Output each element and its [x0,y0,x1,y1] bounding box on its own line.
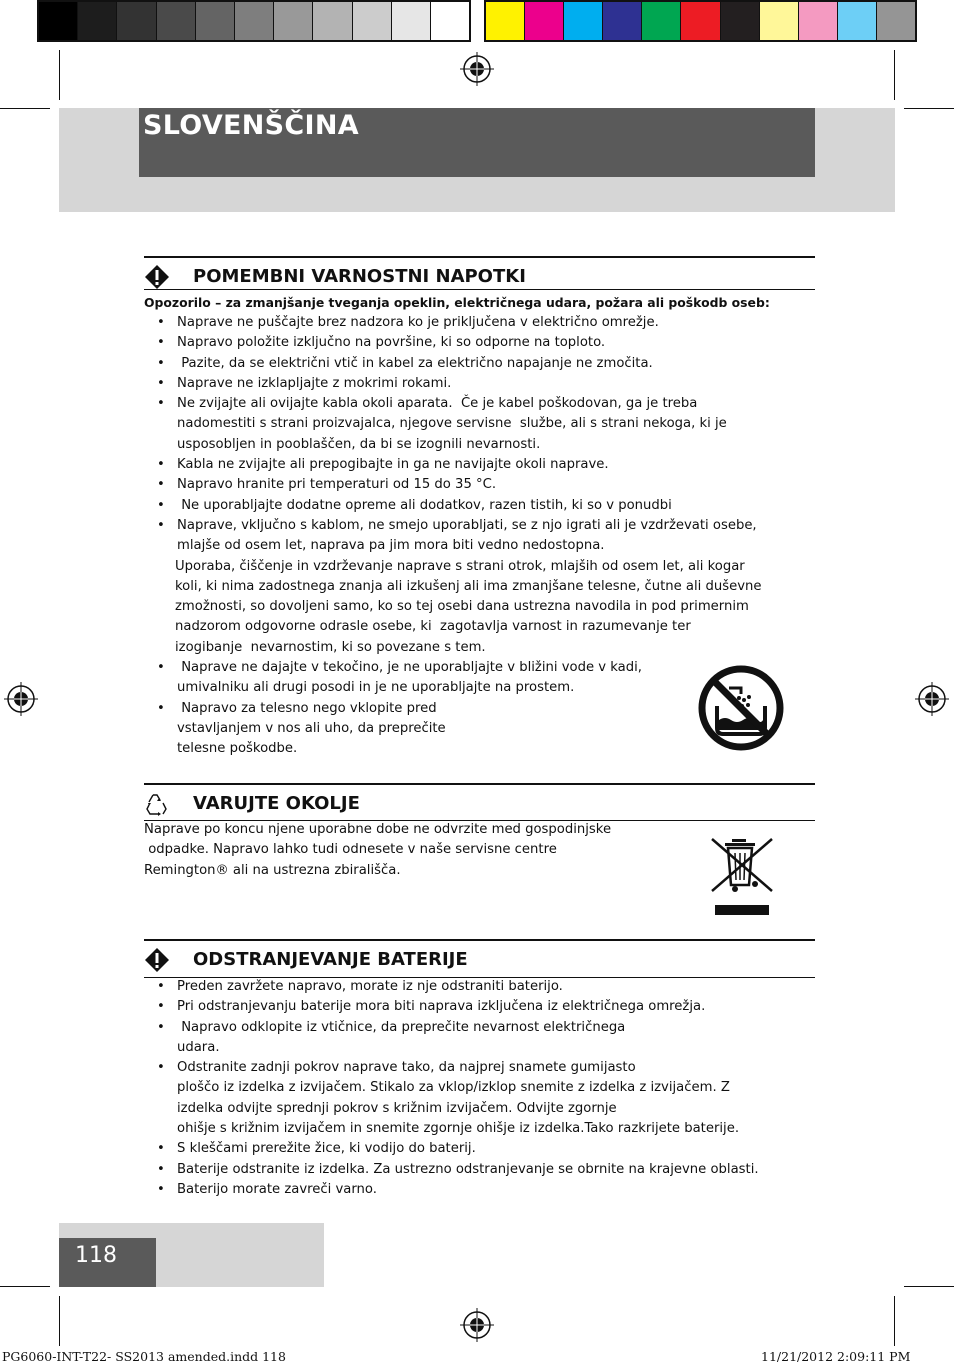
slug-file-name: PG6060-INT-T22- SS2013 amended.indd 118 [2,1349,286,1364]
list-item-line: nadzorom odgovorne odrasle osebe, ki zagotavlja varnost in razumevanje ter [175,619,691,635]
color-swatch [877,2,915,40]
bullet: • [157,315,165,330]
list-item-line: koli, ki nima zadostnega znanja ali izkušenj ali ima zmanjšane telesne, čutne ali duševne [175,578,762,594]
bullet: • [157,497,165,513]
list-item [144,394,824,455]
grayscale-color-bar [37,0,471,42]
list-item [144,557,824,658]
list-item [144,354,824,374]
bullet: • [157,477,165,493]
registration-mark-icon [915,682,949,716]
color-swatch [392,2,431,40]
process-color-bar [484,0,917,42]
color-swatch [799,2,838,40]
list-item [144,496,824,516]
list-item-line: Napravo hranite pri temperaturi od 15 do 35 °C. [177,477,497,493]
registration-mark-icon [460,1308,494,1342]
bullet: • [157,700,165,716]
weee-bin-icon [708,835,776,917]
list-item-line: Baterije odstranite iz izdelka. Za ustrezno odstranjevanje se obrnite na krajevne oblasti. [177,1161,759,1177]
crop-mark [894,1296,895,1346]
crop-mark [904,1286,954,1287]
list-item-line: mlajše od osem let, naprava pa jim mora biti vedno nedostopna. [177,538,605,554]
list-item [144,1180,824,1200]
list-item-line: Napravo odklopite iz vtičnice, da preprečite nevarnost električnega [177,1019,626,1035]
list-item-line: Naprave ne dajajte v tekočino, je ne uporabljajte v bližini vode v kadi, [177,660,642,676]
list-item-line: Ne zvijajte ali ovijajte kabla okoli aparata. Če je kabel poškodovan, ga je treba [177,396,698,412]
color-swatch [431,2,469,40]
crop-mark [59,50,60,100]
color-swatch [313,2,352,40]
page-number: 118 [75,1243,117,1268]
registration-mark-icon [460,52,494,86]
list-item [144,977,824,997]
list-item-line: Pazite, da se električni vtič in kabel za električno napajanje ne zmočita. [177,355,653,371]
list-item-line: telesne poškodbe. [177,741,298,757]
list-item-line: izogibanje nevarnostim, ki so povezane s tem. [175,639,486,655]
no-water-icon [697,664,785,752]
list-item-line: Baterijo morate zavreči varno. [177,1181,377,1197]
slug-timestamp: 11/21/2012 2:09:11 PM [761,1349,911,1364]
list-item-line: S kleščami prerežite žice, ki vodijo do baterij. [177,1141,476,1157]
bullet: • [157,457,165,473]
list-item [144,1058,824,1139]
color-swatch [525,2,564,40]
battery-list [144,977,824,1200]
list-item-line: Naprave, vključno s kablom, ne smejo uporabljati, se z njo igrati ali je vzdrževati osebe, [177,517,757,533]
list-item-line: Pri odstranjevanju baterije mora biti naprava izključena iz električnega omrežja. [177,999,706,1015]
bullet: • [157,355,165,371]
list-item-line: Naprave ne izklapljajte z mokrimi rokami. [177,375,452,391]
list-item-line: izdelka odvijte sprednji pokrov s križnim izvijačem. Odvijte zgornje [177,1100,617,1116]
list-item [144,516,824,557]
list-item [144,333,824,353]
list-item-line: ploščo iz izdelka z izvijačem. Stikalo za vklop/izklop snemite z izdelka z izvijačem. Z [177,1080,730,1096]
bullet: • [157,1181,165,1197]
color-swatch [274,2,313,40]
list-item [144,1160,824,1180]
list-item [144,374,824,394]
list-item [144,1018,824,1059]
bullet: • [157,1019,165,1035]
color-swatch [39,2,78,40]
section-title-safety: POMEMBNI VARNOSTNI NAPOTKI [193,266,526,287]
list-item-line: udara. [177,1039,220,1055]
list-item-line: Preden zavržete napravo, morate iz nje odstraniti baterijo. [177,979,563,994]
color-swatch [157,2,196,40]
bullet: • [157,1060,165,1076]
list-item [144,997,824,1017]
bullet: • [157,335,165,351]
list-item [144,313,824,333]
page-title: SLOVENŠČINA [143,110,359,141]
list-item [144,475,824,495]
color-swatch [838,2,877,40]
safety-warning: Opozorilo – za zmanjšanje tveganja opeklin, električnega udara, požara ali poškodb oseb: [144,295,770,310]
color-swatch [117,2,156,40]
list-item-line: vstavljanjem v nos ali uho, da preprečite [177,720,446,736]
color-swatch [78,2,117,40]
color-swatch [642,2,681,40]
list-item-line: Naprave ne puščajte brez nadzora ko je priključena v električno omrežje. [177,315,659,330]
color-swatch [760,2,799,40]
list-item-line: ohišje s križnim izvijačem in snemite zgornje ohišje iz izdelka.Tako razkrijete baterije. [177,1121,740,1137]
list-item-line: umivalniku ali drugi posodi in je ne uporabljajte na prostem. [177,680,575,696]
list-item [144,455,824,475]
color-swatch [486,2,525,40]
environment-line: Remington® ali na ustrezna zbirališča. [144,862,401,878]
color-swatch [196,2,235,40]
section-rule [144,939,815,941]
section-rule [144,783,815,785]
list-item [144,1139,824,1159]
list-item-line: Ne uporabljajte dodatne opreme ali dodatkov, razen tistih, ki so v ponudbi [177,497,672,513]
crop-mark [0,108,50,109]
list-item-line: Napravo za telesno nego vklopite pred [177,700,437,716]
bullet: • [157,375,165,391]
color-swatch [721,2,760,40]
color-swatch [603,2,642,40]
crop-mark [0,1286,50,1287]
list-item-line: zmožnosti, so dovoljeni samo, ko so tej osebi dana ustrezna navodila in pod primernim [175,599,749,615]
section-title-battery: ODSTRANJEVANJE BATERIJE [193,949,468,970]
list-item-line: Uporaba, čiščenje in vzdrževanje naprave s strani otrok, mlajših od osem let, ali kogar [175,558,745,574]
list-item-line: nadomestiti s strani proizvajalca, njegove servisne službe, ali s strani nekoga, ki je [177,416,727,432]
list-item-line: Kabla ne zvijajte ali prepogibajte in ga ne navijajte okoli naprave. [177,457,609,473]
bullet: • [157,979,165,994]
environment-line: Naprave po koncu njene uporabne dobe ne odvrzite med gospodinjske [144,822,612,837]
section-title-environment: VARUJTE OKOLJE [193,793,360,814]
crop-mark [904,108,954,109]
bullet: • [157,396,165,412]
bullet: • [157,1141,165,1157]
section-rule [144,289,815,290]
list-item-line: usposobljen in pooblaščen, da bi se izognili nevarnosti. [177,436,541,452]
list-item-line: Odstranite zadnji pokrov naprave tako, da najprej snamete gumijasto [177,1060,636,1076]
bullet: • [157,1161,165,1177]
bullet: • [157,999,165,1015]
color-swatch [681,2,720,40]
crop-mark [59,1296,60,1346]
color-swatch [564,2,603,40]
environment-line: odpadke. Napravo lahko tudi odnesete v naše servisne centre [144,842,557,858]
warning-icon [144,947,170,973]
warning-icon [144,264,170,290]
bullet: • [157,660,165,676]
crop-mark [894,50,895,100]
color-swatch [353,2,392,40]
recycle-icon [144,792,170,818]
bullet: • [157,517,165,533]
section-rule [144,256,815,258]
environment-text [144,820,684,881]
registration-mark-icon [4,682,38,716]
list-item-line: Napravo položite izključno na površine, ki so odporne na toploto. [177,335,606,351]
color-swatch [235,2,274,40]
